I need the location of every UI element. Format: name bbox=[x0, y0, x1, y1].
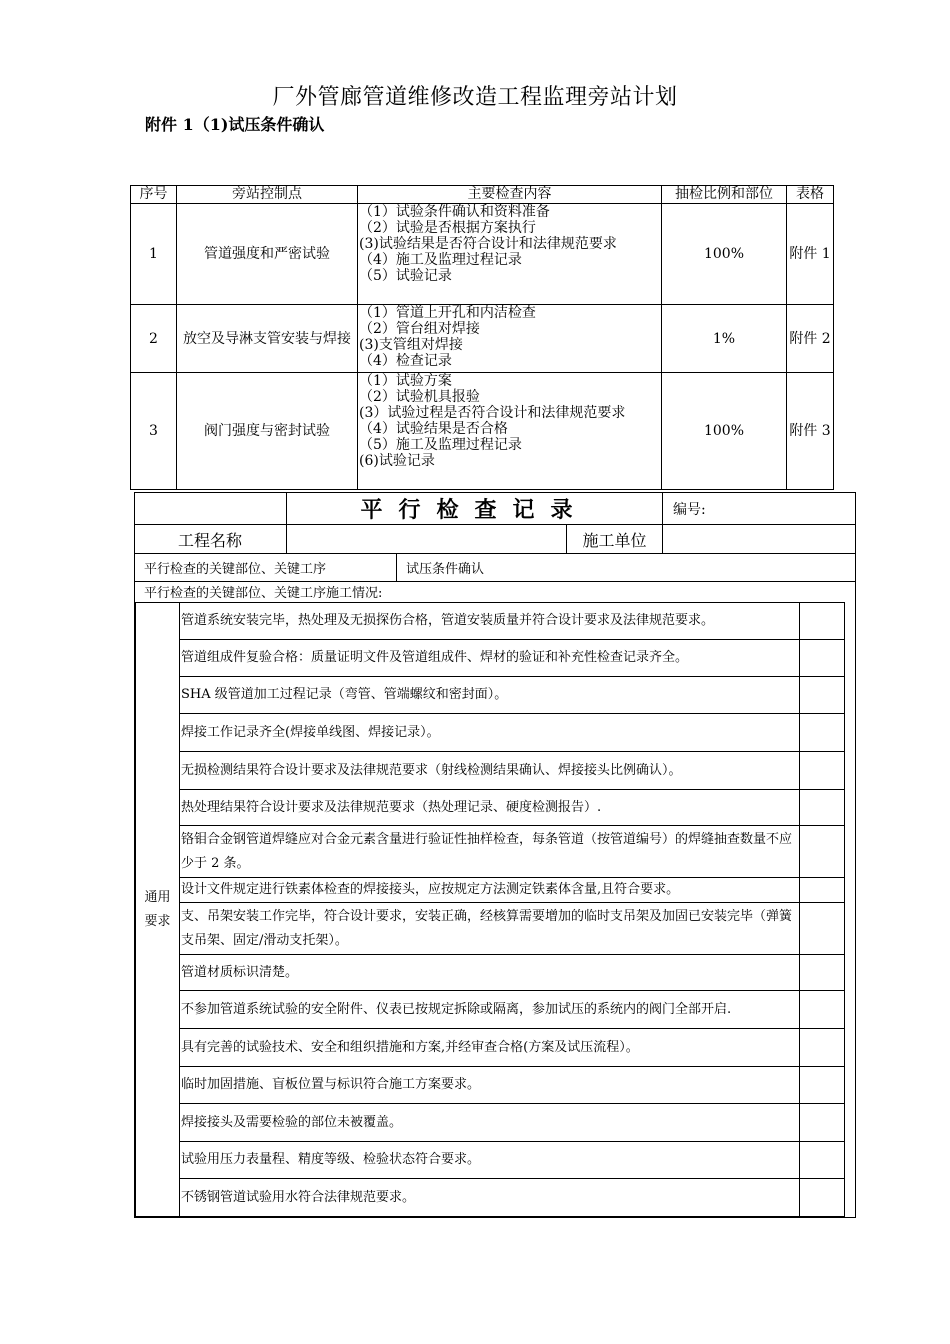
requirement-text: 铬钼合金钢管道焊缝应对合金元素含量进行验证性抽样检查，每条管道（按管道编号）的焊缝抽查数量不应少于 2 条。 bbox=[180, 826, 800, 878]
requirement-check-cell[interactable] bbox=[800, 903, 845, 955]
table-row bbox=[131, 305, 834, 373]
supervision-plan-table bbox=[130, 185, 834, 490]
requirement-row bbox=[136, 1104, 845, 1142]
requirement-check-cell[interactable] bbox=[800, 878, 845, 903]
requirement-row bbox=[136, 603, 845, 640]
requirement-text: 无损检测结果符合设计要求及法律规范要求（射线检测结果确认、焊接接头比例确认）。 bbox=[180, 752, 800, 790]
record-number-label: 编号: bbox=[663, 493, 856, 525]
side-label-text: 通用要求 bbox=[144, 889, 171, 929]
construction-unit-label: 施工单位 bbox=[567, 525, 663, 554]
requirement-row bbox=[136, 991, 845, 1029]
requirement-check-cell[interactable] bbox=[800, 1104, 845, 1142]
row-number: 3 bbox=[131, 373, 177, 490]
requirement-row bbox=[136, 955, 845, 991]
form-ref: 附件 2 bbox=[787, 305, 834, 373]
content-line: （5）施工及监理过程记录 bbox=[359, 437, 522, 453]
requirement-text: 管道系统安装完毕，热处理及无损探伤合格，管道安装质量并符合设计要求及法律规范要求。 bbox=[180, 603, 800, 640]
attachment-subtitle: 附件 1（1)试压条件确认 bbox=[145, 115, 325, 134]
project-name-field[interactable] bbox=[287, 525, 567, 554]
table-row bbox=[131, 373, 834, 490]
requirement-check-cell[interactable] bbox=[800, 1067, 845, 1104]
requirement-text: 不锈钢管道试验用水符合法律规范要求。 bbox=[180, 1179, 800, 1217]
requirement-text: 管道材质标识清楚。 bbox=[180, 955, 800, 991]
requirement-row bbox=[136, 752, 845, 790]
requirement-text: 支、吊架安装工作完毕，符合设计要求，安装正确，经核算需要增加的临时支吊架及加固已安装完毕（弹簧支吊架、固定/滑动支托架）。 bbox=[180, 903, 800, 955]
document-title: 厂外管廊管道维修改造工程监理旁站计划 bbox=[272, 85, 678, 110]
requirement-row bbox=[136, 714, 845, 752]
sampling-ratio: 100% bbox=[662, 373, 787, 490]
column-header: 表格 bbox=[787, 186, 834, 204]
requirement-text: 临时加固措施、盲板位置与标识符合施工方案要求。 bbox=[180, 1067, 800, 1104]
requirement-row bbox=[136, 878, 845, 903]
situation-label: 平行检查的关键部位、关键工序施工情况: bbox=[144, 586, 383, 601]
column-header: 序号 bbox=[131, 186, 177, 204]
sampling-ratio: 1% bbox=[662, 305, 787, 373]
requirement-check-cell[interactable] bbox=[800, 790, 845, 826]
requirement-row bbox=[136, 826, 845, 878]
requirement-text: SHA 级管道加工过程记录（弯管、管端螺纹和密封面）。 bbox=[180, 677, 800, 714]
blank-cell bbox=[135, 493, 287, 525]
table-row bbox=[131, 204, 834, 305]
requirement-row bbox=[136, 790, 845, 826]
requirement-check-cell[interactable] bbox=[800, 826, 845, 878]
inspection-content bbox=[358, 305, 662, 373]
control-point: 放空及导淋支管安装与焊接 bbox=[177, 305, 358, 373]
requirement-row bbox=[136, 1142, 845, 1179]
project-name-label: 工程名称 bbox=[135, 525, 287, 554]
content-line: （4）施工及监理过程记录 bbox=[359, 252, 522, 268]
control-point: 阀门强度与密封试验 bbox=[177, 373, 358, 490]
requirement-text: 热处理结果符合设计要求及法律规范要求（热处理记录、硬度检测报告）. bbox=[180, 790, 800, 826]
column-header: 抽检比例和部位 bbox=[662, 186, 787, 204]
content-line: （1）试验条件确认和资料准备 bbox=[359, 204, 550, 220]
situation-row bbox=[135, 582, 856, 1218]
content-line: （1）试验方案 bbox=[359, 373, 452, 389]
column-header: 主要检查内容 bbox=[358, 186, 662, 204]
requirement-check-cell[interactable] bbox=[800, 991, 845, 1029]
requirement-row bbox=[136, 1029, 845, 1067]
requirement-row bbox=[136, 903, 845, 955]
column-header: 旁站控制点 bbox=[177, 186, 358, 204]
requirement-check-cell[interactable] bbox=[800, 1142, 845, 1179]
key-process-row bbox=[135, 554, 856, 582]
plan-header-row bbox=[131, 186, 834, 204]
requirement-check-cell[interactable] bbox=[800, 640, 845, 677]
construction-unit-field[interactable] bbox=[663, 525, 856, 554]
inspection-content bbox=[358, 204, 662, 305]
requirements-table bbox=[135, 602, 845, 1217]
content-line: (3）试验过程是否符合设计和法律规范要求 bbox=[359, 405, 626, 421]
sampling-ratio: 100% bbox=[662, 204, 787, 305]
content-line: （5）试验记录 bbox=[359, 268, 452, 284]
requirement-text: 设计文件规定进行铁素体检查的焊接接头，应按规定方法测定铁素体含量,且符合要求。 bbox=[180, 878, 800, 903]
content-line: （4）试验结果是否合格 bbox=[359, 421, 508, 437]
requirement-check-cell[interactable] bbox=[800, 603, 845, 640]
general-requirements-label bbox=[136, 603, 180, 1217]
key-process-value: 试压条件确认 bbox=[397, 554, 856, 582]
requirement-text: 具有完善的试验技术、安全和组织措施和方案,并经审查合格(方案及试压流程）。 bbox=[180, 1029, 800, 1067]
record-title: 平行检查记录 bbox=[287, 493, 663, 525]
requirement-row bbox=[136, 677, 845, 714]
situation-cell bbox=[135, 582, 856, 1218]
form-ref: 附件 1 bbox=[787, 204, 834, 305]
requirement-check-cell[interactable] bbox=[800, 752, 845, 790]
content-line: （4）检查记录 bbox=[359, 353, 452, 369]
form-ref: 附件 3 bbox=[787, 373, 834, 490]
content-line: （2）管台组对焊接 bbox=[359, 321, 480, 337]
control-point: 管道强度和严密试验 bbox=[177, 204, 358, 305]
record-title-row bbox=[135, 493, 856, 525]
row-number: 1 bbox=[131, 204, 177, 305]
parallel-inspection-record bbox=[134, 492, 856, 1218]
content-line: （2）试验是否根据方案执行 bbox=[359, 220, 536, 236]
requirement-check-cell[interactable] bbox=[800, 677, 845, 714]
requirement-text: 焊接工作记录齐全(焊接单线图、焊接记录）。 bbox=[180, 714, 800, 752]
requirement-check-cell[interactable] bbox=[800, 955, 845, 991]
content-line: （1）管道上开孔和内洁检查 bbox=[359, 305, 536, 321]
requirement-row bbox=[136, 640, 845, 677]
content-line: (3)支管组对焊接 bbox=[359, 337, 463, 353]
requirement-check-cell[interactable] bbox=[800, 1029, 845, 1067]
requirement-text: 不参加管道系统试验的安全附件、仪表已按规定拆除或隔离，参加试压的系统内的阀门全部开启. bbox=[180, 991, 800, 1029]
key-process-label: 平行检查的关键部位、关键工序 bbox=[135, 554, 397, 582]
project-row bbox=[135, 525, 856, 554]
content-line: （2）试验机具报验 bbox=[359, 389, 480, 405]
content-line: (3)试验结果是否符合设计和法律规范要求 bbox=[359, 236, 617, 252]
requirement-text: 管道组成件复验合格：质量证明文件及管道组成件、焊材的验证和补充性检查记录齐全。 bbox=[180, 640, 800, 677]
requirement-row bbox=[136, 1179, 845, 1217]
requirement-text: 试验用压力表量程、精度等级、检验状态符合要求。 bbox=[180, 1142, 800, 1179]
requirement-check-cell[interactable] bbox=[800, 1179, 845, 1217]
requirement-row bbox=[136, 1067, 845, 1104]
content-line: (6)试验记录 bbox=[359, 453, 435, 469]
inspection-content bbox=[358, 373, 662, 490]
row-number: 2 bbox=[131, 305, 177, 373]
requirement-check-cell[interactable] bbox=[800, 714, 845, 752]
requirement-text: 焊接接头及需要检验的部位未被覆盖。 bbox=[180, 1104, 800, 1142]
